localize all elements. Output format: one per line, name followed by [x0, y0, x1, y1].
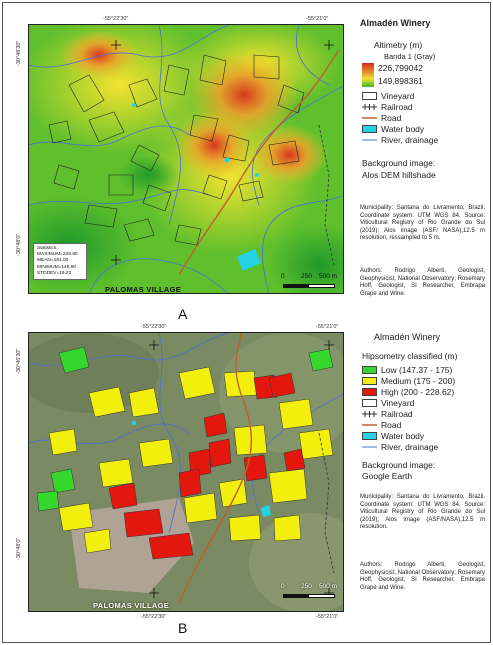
coord-top-1: -55°22'30" — [103, 16, 129, 22]
dem-high-zone — [59, 30, 139, 80]
scale-bar-graphic — [283, 284, 335, 288]
river-swatch — [362, 443, 377, 451]
ramp-max-label: 226,799042 — [378, 63, 423, 73]
municipality-note: Municipality: Santana do Livramento, Brazil. Coordinate system: UTM WGS 84. Source: Viticultural Registry of Rio Grande do Sul (2019); Alos image (ASF/NASA),12.5 m resolution. — [360, 494, 485, 531]
legend-label: Railroad — [381, 408, 413, 419]
scale-bar-graphic — [283, 594, 335, 598]
legend-label: Road — [381, 419, 402, 430]
legend-subheading: Banda 1 (Gray) — [384, 52, 436, 61]
altimetry-color-ramp — [362, 63, 374, 87]
background-label: Background image: — [362, 158, 436, 168]
background-label: Background image: — [362, 460, 436, 470]
legend-label: Medium (175 - 200) — [381, 375, 456, 386]
legend-vineyard — [362, 90, 438, 101]
water-body — [132, 421, 136, 425]
railroad-swatch — [362, 103, 377, 111]
panel-label-a: A — [178, 306, 188, 322]
legend-label: High (200 - 228.62) — [381, 386, 455, 397]
stats-line: MINIMUM=149.90 — [37, 264, 77, 270]
scale-label-250: 250 — [301, 273, 312, 280]
panel-a — [6, 6, 487, 322]
legend-railroad — [362, 101, 438, 112]
legend-items — [362, 90, 438, 145]
municipality-note: Municipality: Santana do Livramento, Brazil. Coordinate system: UTM WGS 84. Source: Viticultural Registry of Rio Grande do Sul (2019); Alos image (ASF/ NASA),12.5 m resolution, ressampled to 5 m. — [360, 205, 485, 242]
scale-label-0: 0 — [281, 273, 285, 280]
legend-heading: Altimetry (m) — [374, 40, 423, 50]
legend-water-body — [362, 123, 438, 134]
background-value: Google Earth — [362, 471, 413, 481]
legend-label: River, drainage — [381, 441, 439, 452]
vineyard-swatch — [362, 92, 377, 100]
coord-left-2: -30°48'0" — [16, 537, 22, 560]
water-body — [132, 103, 136, 107]
legend-river — [362, 134, 438, 145]
legend-label: Low (147.37 - 175) — [381, 364, 453, 375]
water-swatch — [362, 125, 377, 133]
stats-line: Statistics: — [37, 246, 58, 251]
legend-class-low — [362, 364, 455, 375]
high-swatch — [362, 388, 377, 396]
legend-heading: Hipsometry classified (m) — [362, 351, 458, 361]
village-label: PALOMAS VILLAGE — [93, 601, 170, 610]
legend-panel-a — [352, 6, 487, 306]
legend-label: Vineyard — [381, 397, 415, 408]
dem-high-zone — [174, 110, 254, 180]
legend-river — [362, 441, 455, 452]
vineyard-swatch — [362, 399, 377, 407]
legend-label: Water body — [381, 123, 425, 134]
legend-vineyard — [362, 397, 455, 408]
scale-label-500: 500 m — [319, 273, 338, 280]
stats-line: STDDEV=16.23 — [37, 270, 72, 276]
panel-label-b: B — [178, 620, 188, 636]
background-value: Alos DEM hillshade — [362, 170, 436, 180]
legend-railroad — [362, 408, 455, 419]
legend-label: Vineyard — [381, 90, 415, 101]
coord-left-2: -30°48'0" — [16, 233, 22, 256]
altimetry-map — [28, 24, 344, 294]
legend-label: Railroad — [381, 101, 413, 112]
north-arrow-icon — [310, 551, 344, 612]
coord-bottom-2: -55°21'0" — [316, 614, 339, 620]
stats-line: MEAN=181.00 — [37, 258, 69, 264]
authors-note: Authors: Rodrigo Alberti, Geologist, Geophysicist, National Observatory; Rosemary Hoff, Geologist, SI Researcher, Embrapa Grape and Wine. — [360, 562, 485, 591]
legend-label: Road — [381, 112, 402, 123]
coord-top-1: -55°22'30" — [141, 324, 167, 330]
hipsometry-classes — [362, 364, 455, 452]
hipsometry-map — [28, 332, 344, 612]
medium-swatch — [362, 377, 377, 385]
legend-road — [362, 112, 438, 123]
road-swatch — [362, 114, 377, 122]
water-body — [255, 173, 259, 177]
scale-bar — [281, 273, 339, 291]
legend-class-high — [362, 386, 455, 397]
water-swatch — [362, 432, 377, 440]
ramp-min-label: 149,898361 — [378, 76, 423, 86]
coord-bottom-1: -55°22'30" — [141, 614, 167, 620]
coord-top-2: -55°21'0" — [306, 16, 329, 22]
legend-label: Water body — [381, 430, 425, 441]
legend-label: River, drainage — [381, 134, 439, 145]
legend-water-body — [362, 430, 455, 441]
dem-high-zone — [249, 125, 329, 185]
river-swatch — [362, 136, 377, 144]
authors-note: Authors: Rodrigo Alberti, Geologist, Geophysicist, National Observatory; Rosemary Hoff, Geologist, SI Researcher, Embrapa Grape and Wine. — [360, 268, 485, 297]
north-arrow — [310, 245, 326, 267]
coord-left-1: -30°46'30" — [16, 40, 22, 66]
coord-left-1: -30°46'30" — [16, 348, 22, 374]
railroad-swatch — [362, 410, 377, 418]
coord-top-2: -55°21'0" — [316, 324, 339, 330]
scale-bar — [281, 583, 339, 601]
panel-b — [6, 324, 487, 636]
legend-class-medium — [362, 375, 455, 386]
road-swatch — [362, 421, 377, 429]
stats-line: MAXIMUM=226.80 — [37, 252, 78, 258]
legend-road — [362, 419, 455, 430]
legend-panel-b — [352, 324, 487, 624]
low-swatch — [362, 366, 377, 374]
statistics-box — [33, 243, 87, 280]
hipsometry-map-canvas — [29, 333, 344, 612]
map-title: Almadén Winery — [360, 18, 431, 28]
scale-label-0: 0 — [281, 583, 285, 590]
scale-label-500: 500 m — [319, 583, 338, 590]
map-title: Almadén Winery — [374, 332, 441, 342]
village-label: PALOMAS VILLAGE — [105, 285, 182, 294]
north-arrow — [310, 551, 326, 573]
scale-label-250: 250 — [301, 583, 312, 590]
water-body — [225, 158, 230, 163]
